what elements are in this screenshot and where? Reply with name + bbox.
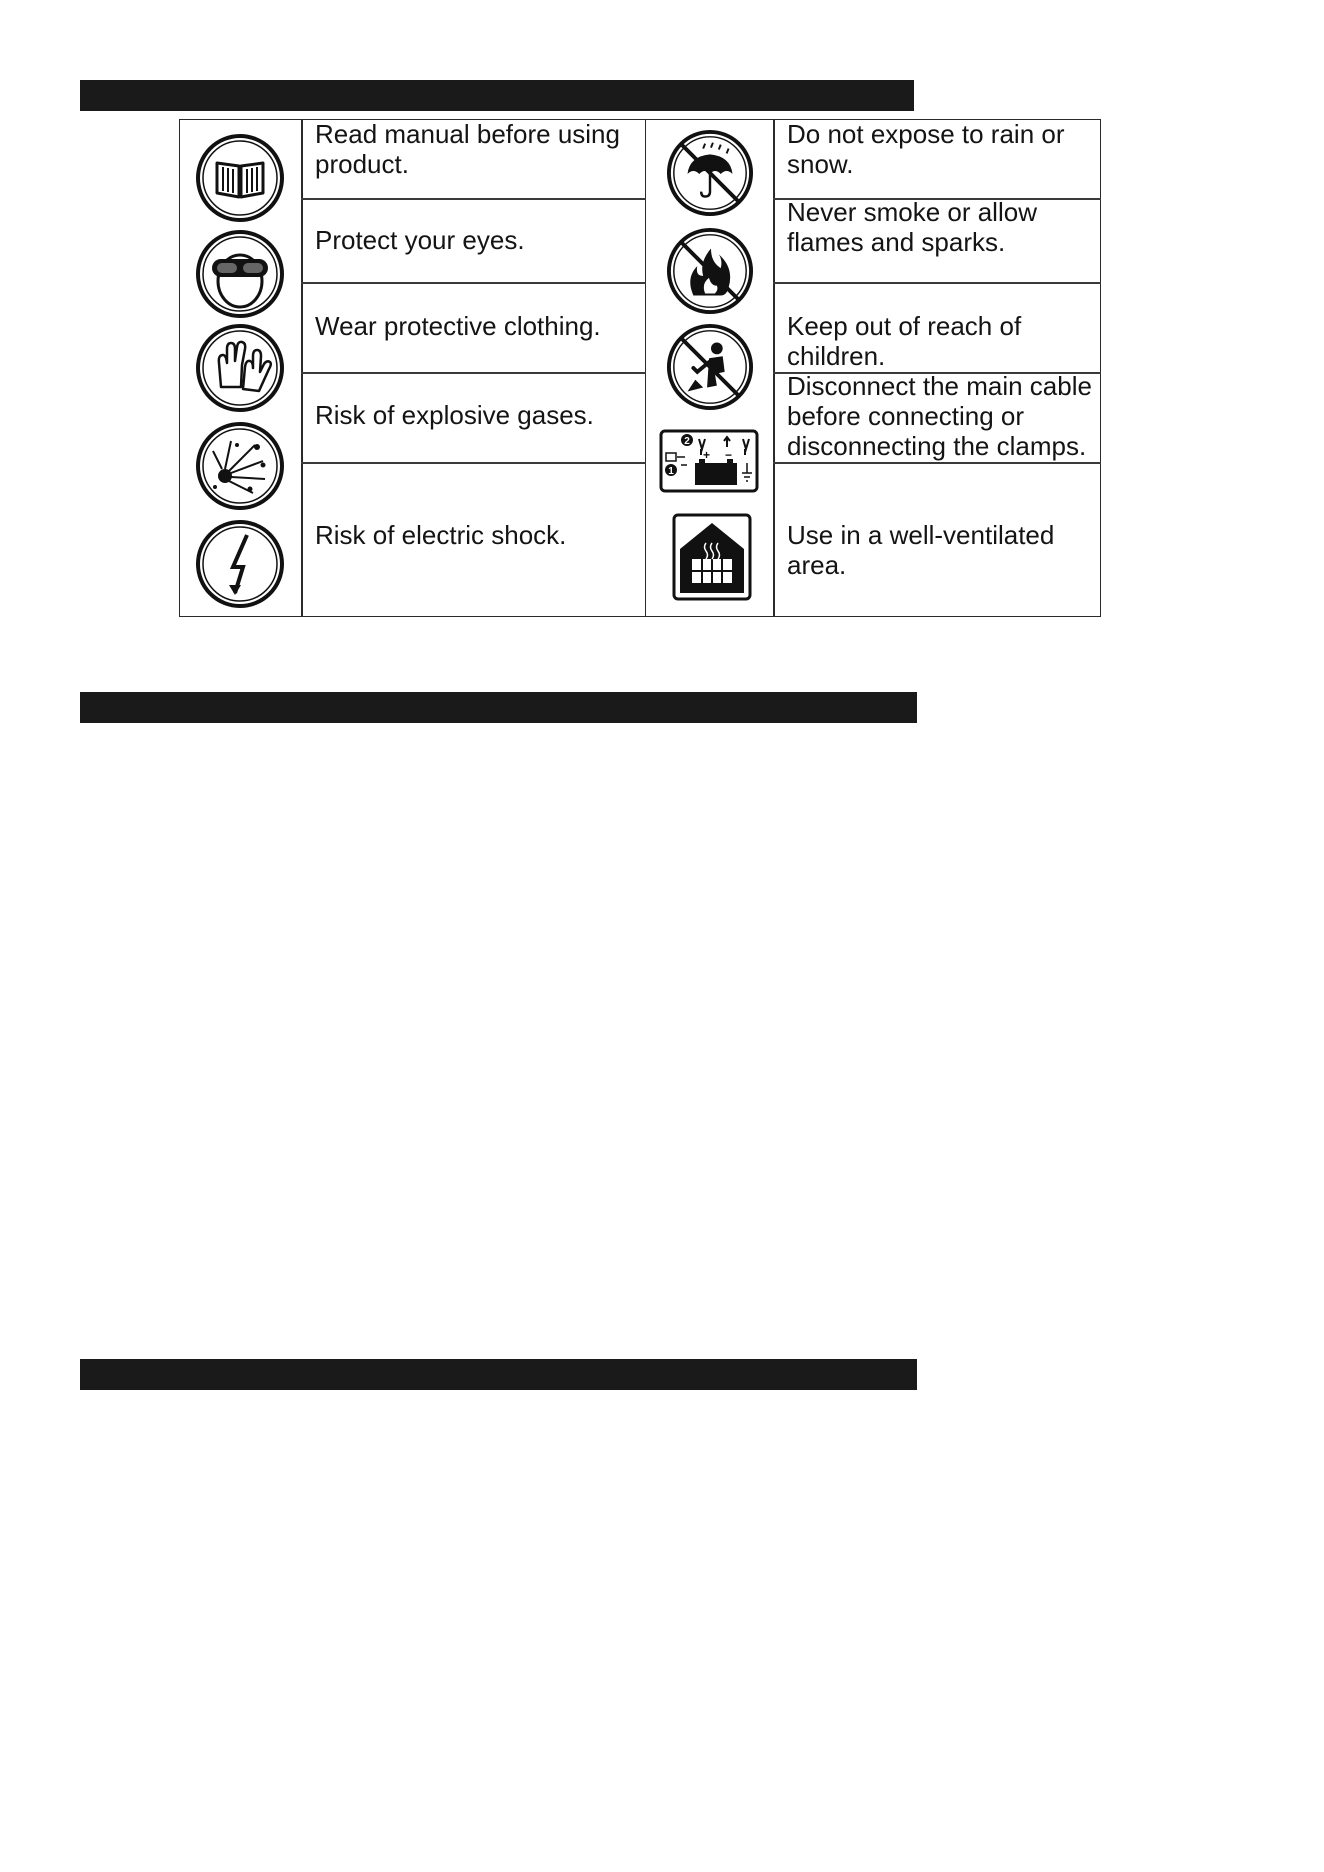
manual-icon (195, 133, 285, 223)
clamps-order-icon (659, 429, 759, 493)
plus-label: + (703, 448, 711, 462)
no-children-icon (666, 323, 754, 411)
ventilation-icon (672, 513, 752, 603)
section-header-bar (80, 692, 917, 723)
section-header-bar (80, 80, 914, 111)
row-divider (301, 462, 646, 464)
electric-shock-icon (195, 519, 285, 609)
row-divider (773, 282, 1101, 284)
symbol-text-read-manual: Read manual before using product. (315, 119, 620, 179)
symbol-text-disconnect-cable: Disconnect the main cable before connecting or disconnecting the clamps. (787, 371, 1092, 461)
symbol-text-no-children: Keep out of reach of children. (787, 311, 1022, 371)
left-icon-divider (301, 119, 303, 617)
step-2-label: 2 (684, 436, 690, 447)
symbol-text-no-rain: Do not expose to rain or snow. (787, 119, 1065, 179)
safety-symbols-table (179, 119, 1101, 617)
row-divider (773, 462, 1101, 464)
section-header-bar (80, 1359, 917, 1390)
step-1-label: 1 (668, 466, 674, 477)
right-icon-divider (773, 119, 775, 617)
symbol-text-electric-shock: Risk of electric shock. (315, 520, 567, 550)
gloves-icon (195, 323, 285, 413)
no-rain-icon (666, 129, 754, 217)
row-divider (301, 282, 646, 284)
minus-label: − (725, 448, 733, 462)
goggles-icon (195, 229, 285, 319)
symbol-text-explosive-gases: Risk of explosive gases. (315, 400, 594, 430)
symbol-text-no-flames: Never smoke or allow flames and sparks. (787, 197, 1037, 257)
symbol-text-protective-clothing: Wear protective clothing. (315, 311, 601, 341)
row-divider (301, 372, 646, 374)
symbol-text-ventilation: Use in a well-ventilated area. (787, 520, 1055, 580)
row-divider (301, 198, 646, 200)
explosion-icon (195, 421, 285, 511)
no-flames-icon (666, 227, 754, 315)
symbol-text-protect-eyes: Protect your eyes. (315, 225, 525, 255)
